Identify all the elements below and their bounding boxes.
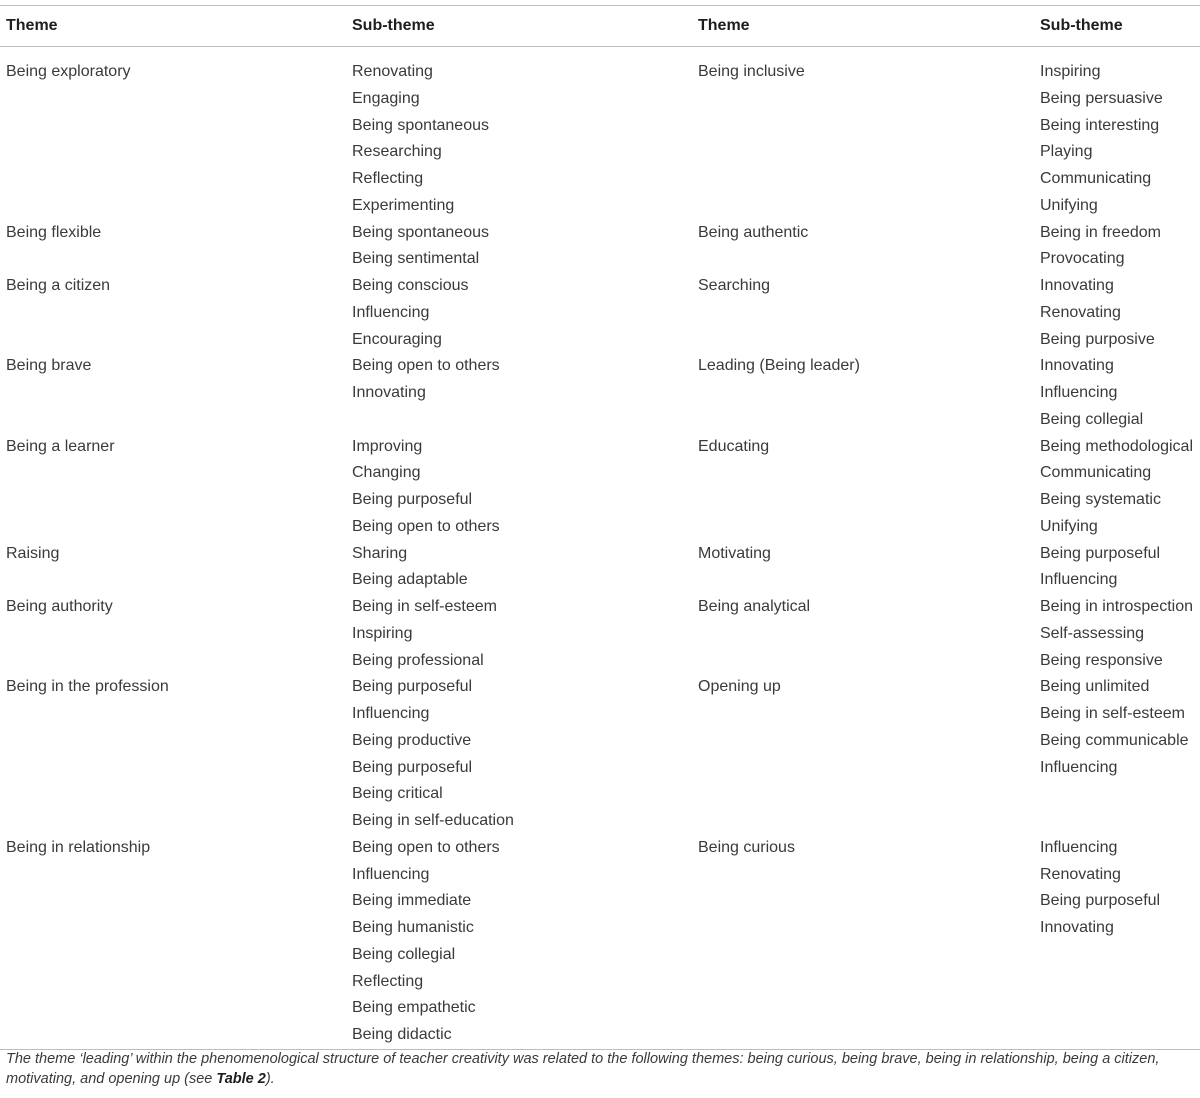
themes-table [0, 5, 1200, 1050]
theme-label: Being curious [698, 838, 795, 856]
subtheme-cell-left [352, 220, 489, 274]
theme-label: Being a citizen [6, 277, 111, 294]
header-subtheme-left: Sub-theme [352, 17, 435, 34]
subtheme-label: Sharing [352, 544, 408, 562]
subtheme-label: Innovating [1040, 357, 1114, 375]
theme-cell-left [6, 273, 110, 300]
table-row [0, 220, 1200, 274]
table-row [0, 594, 1200, 674]
subtheme-label: Playing [1040, 143, 1093, 161]
theme-label: Being authority [6, 598, 113, 615]
theme-cell-right [698, 220, 808, 247]
subtheme-cell-left [352, 541, 468, 595]
subtheme-label: Unifying [1040, 517, 1098, 535]
subtheme-label: Reflecting [352, 972, 424, 990]
subtheme-label: Being methodological [1040, 437, 1193, 455]
theme-label: Being in the profession [6, 678, 169, 696]
theme-label: Being inclusive [698, 63, 805, 80]
subtheme-label: Innovating [1040, 919, 1114, 936]
subtheme-label: Reflecting [352, 170, 424, 187]
theme-label: Searching [698, 277, 771, 294]
subtheme-cell-right [1040, 273, 1155, 353]
theme-cell-left [6, 434, 115, 461]
subtheme-label: Being interesting [1040, 116, 1160, 134]
theme-cell-right [698, 353, 860, 380]
subtheme-cell-left [352, 59, 489, 220]
subtheme-label: Influencing [352, 865, 430, 883]
theme-cell-right [698, 273, 770, 300]
subtheme-label: Communicating [1040, 170, 1152, 187]
table-row [0, 541, 1200, 595]
subtheme-label: Communicating [1040, 464, 1152, 482]
subtheme-label: Being productive [352, 731, 472, 749]
subtheme-cell-right [1040, 674, 1189, 781]
footnote-table-reference: Table 2 [216, 1071, 266, 1087]
subtheme-cell-right [1040, 220, 1161, 274]
header-theme-right: Theme [698, 17, 750, 34]
subtheme-label: Experimenting [352, 196, 455, 214]
theme-cell-right [698, 541, 771, 568]
theme-label: Being analytical [698, 598, 811, 615]
subtheme-label: Engaging [352, 89, 420, 107]
theme-label: Being a learner [6, 437, 115, 455]
subtheme-label: Being conscious [352, 277, 469, 294]
theme-cell-left [6, 594, 113, 621]
theme-cell-right [698, 594, 810, 621]
theme-cell-left [6, 353, 91, 380]
subtheme-label: Being purposeful [352, 491, 473, 508]
subtheme-label: Being responsive [1040, 651, 1163, 669]
subtheme-label: Being open to others [352, 517, 500, 535]
theme-cell-right [698, 674, 781, 701]
subtheme-cell-left [352, 835, 500, 1049]
table-body [0, 47, 1200, 1050]
subtheme-label: Influencing [352, 705, 430, 722]
subtheme-cell-left [352, 353, 500, 407]
subtheme-cell-right [1040, 541, 1160, 595]
theme-cell-left [6, 220, 101, 247]
subtheme-label: Changing [352, 464, 421, 482]
theme-label: Being flexible [6, 223, 102, 241]
theme-cell-right [698, 835, 795, 862]
subtheme-label: Being purposeful [1040, 544, 1161, 562]
subtheme-label: Being spontaneous [352, 116, 489, 134]
subtheme-label: Improving [352, 437, 423, 455]
theme-label: Opening up [698, 678, 781, 696]
subtheme-label: Being open to others [352, 357, 500, 375]
subtheme-label: Being systematic [1040, 491, 1161, 508]
theme-cell-left [6, 59, 131, 86]
subtheme-cell-left [352, 434, 500, 541]
subtheme-label: Being collegial [352, 945, 456, 963]
subtheme-label: Being purposive [1040, 330, 1155, 348]
table-row [0, 59, 1200, 220]
subtheme-label: Influencing [352, 303, 430, 321]
theme-label: Being brave [6, 357, 92, 375]
theme-cell-right [698, 59, 805, 86]
subtheme-label: Being in self-esteem [1040, 705, 1185, 722]
subtheme-cell-right [1040, 835, 1160, 942]
subtheme-label: Researching [352, 143, 442, 161]
table-row [0, 835, 1200, 1049]
subtheme-label: Influencing [1040, 571, 1118, 589]
subtheme-label: Renovating [1040, 865, 1121, 883]
theme-cell-right [698, 434, 769, 461]
table-row [0, 674, 1200, 835]
subtheme-label: Being didactic [352, 1026, 452, 1043]
subtheme-label: Being purposeful [1040, 892, 1161, 910]
theme-label: Raising [6, 544, 60, 562]
theme-label: Being authentic [698, 223, 809, 241]
subtheme-label: Being critical [352, 785, 443, 803]
subtheme-label: Inspiring [1040, 63, 1101, 80]
subtheme-label: Influencing [1040, 838, 1118, 856]
theme-label: Motivating [698, 544, 771, 562]
subtheme-label: Provocating [1040, 250, 1125, 268]
subtheme-label: Influencing [1040, 758, 1118, 776]
subtheme-label: Renovating [352, 63, 433, 80]
subtheme-cell-right [1040, 353, 1143, 433]
table-row [0, 353, 1200, 433]
subtheme-label: Being communicable [1040, 731, 1189, 749]
subtheme-label: Innovating [352, 384, 426, 401]
theme-label: Educating [698, 437, 770, 455]
table-header-row [0, 5, 1200, 47]
subtheme-label: Being spontaneous [352, 223, 489, 241]
subtheme-label: Being in self-education [352, 812, 514, 829]
table-row [0, 434, 1200, 541]
subtheme-label: Being sentimental [352, 250, 480, 268]
subtheme-label: Self-assessing [1040, 624, 1145, 642]
subtheme-label: Being collegial [1040, 410, 1144, 428]
subtheme-label: Innovating [1040, 277, 1114, 294]
theme-label: Leading (Being leader) [698, 357, 860, 375]
subtheme-label: Being persuasive [1040, 89, 1163, 107]
header-subtheme-right: Sub-theme [1040, 17, 1123, 34]
footnote-text: The theme ‘leading’ within the phenomenological structure of teacher creativity was related to the following themes: being curious, being brave, being in relationship, being a citizen, motivating, and opening up (see [6, 1051, 1160, 1087]
subtheme-label: Unifying [1040, 196, 1098, 214]
theme-label: Being in relationship [6, 838, 151, 856]
subtheme-label: Inspiring [352, 624, 413, 642]
subtheme-label: Influencing [1040, 384, 1118, 401]
subtheme-label: Being empathetic [352, 999, 476, 1017]
subtheme-label: Being in introspection [1040, 598, 1193, 615]
subtheme-cell-left [352, 674, 514, 835]
subtheme-label: Being purposeful [352, 678, 473, 696]
subtheme-cell-right [1040, 434, 1193, 541]
table-row [0, 273, 1200, 353]
subtheme-cell-left [352, 273, 469, 353]
subtheme-cell-right [1040, 594, 1193, 674]
theme-cell-left [6, 541, 59, 568]
subtheme-label: Being adaptable [352, 571, 468, 589]
theme-cell-left [6, 674, 169, 701]
subtheme-label: Being purposeful [352, 758, 473, 776]
table-footnote [6, 1049, 1196, 1089]
header-theme-left: Theme [6, 17, 58, 34]
theme-cell-left [6, 835, 150, 862]
subtheme-label: Being immediate [352, 892, 472, 910]
footnote-text-end: ). [265, 1071, 275, 1087]
subtheme-label: Renovating [1040, 303, 1121, 321]
theme-label: Being exploratory [6, 63, 131, 80]
subtheme-label: Being in freedom [1040, 223, 1161, 241]
subtheme-label: Being professional [352, 651, 484, 669]
subtheme-label: Being humanistic [352, 919, 474, 936]
subtheme-label: Being unlimited [1040, 678, 1150, 696]
subtheme-label: Being in self-esteem [352, 598, 497, 615]
subtheme-cell-left [352, 594, 497, 674]
subtheme-cell-right [1040, 59, 1163, 220]
subtheme-label: Being open to others [352, 838, 500, 856]
subtheme-label: Encouraging [352, 330, 442, 348]
